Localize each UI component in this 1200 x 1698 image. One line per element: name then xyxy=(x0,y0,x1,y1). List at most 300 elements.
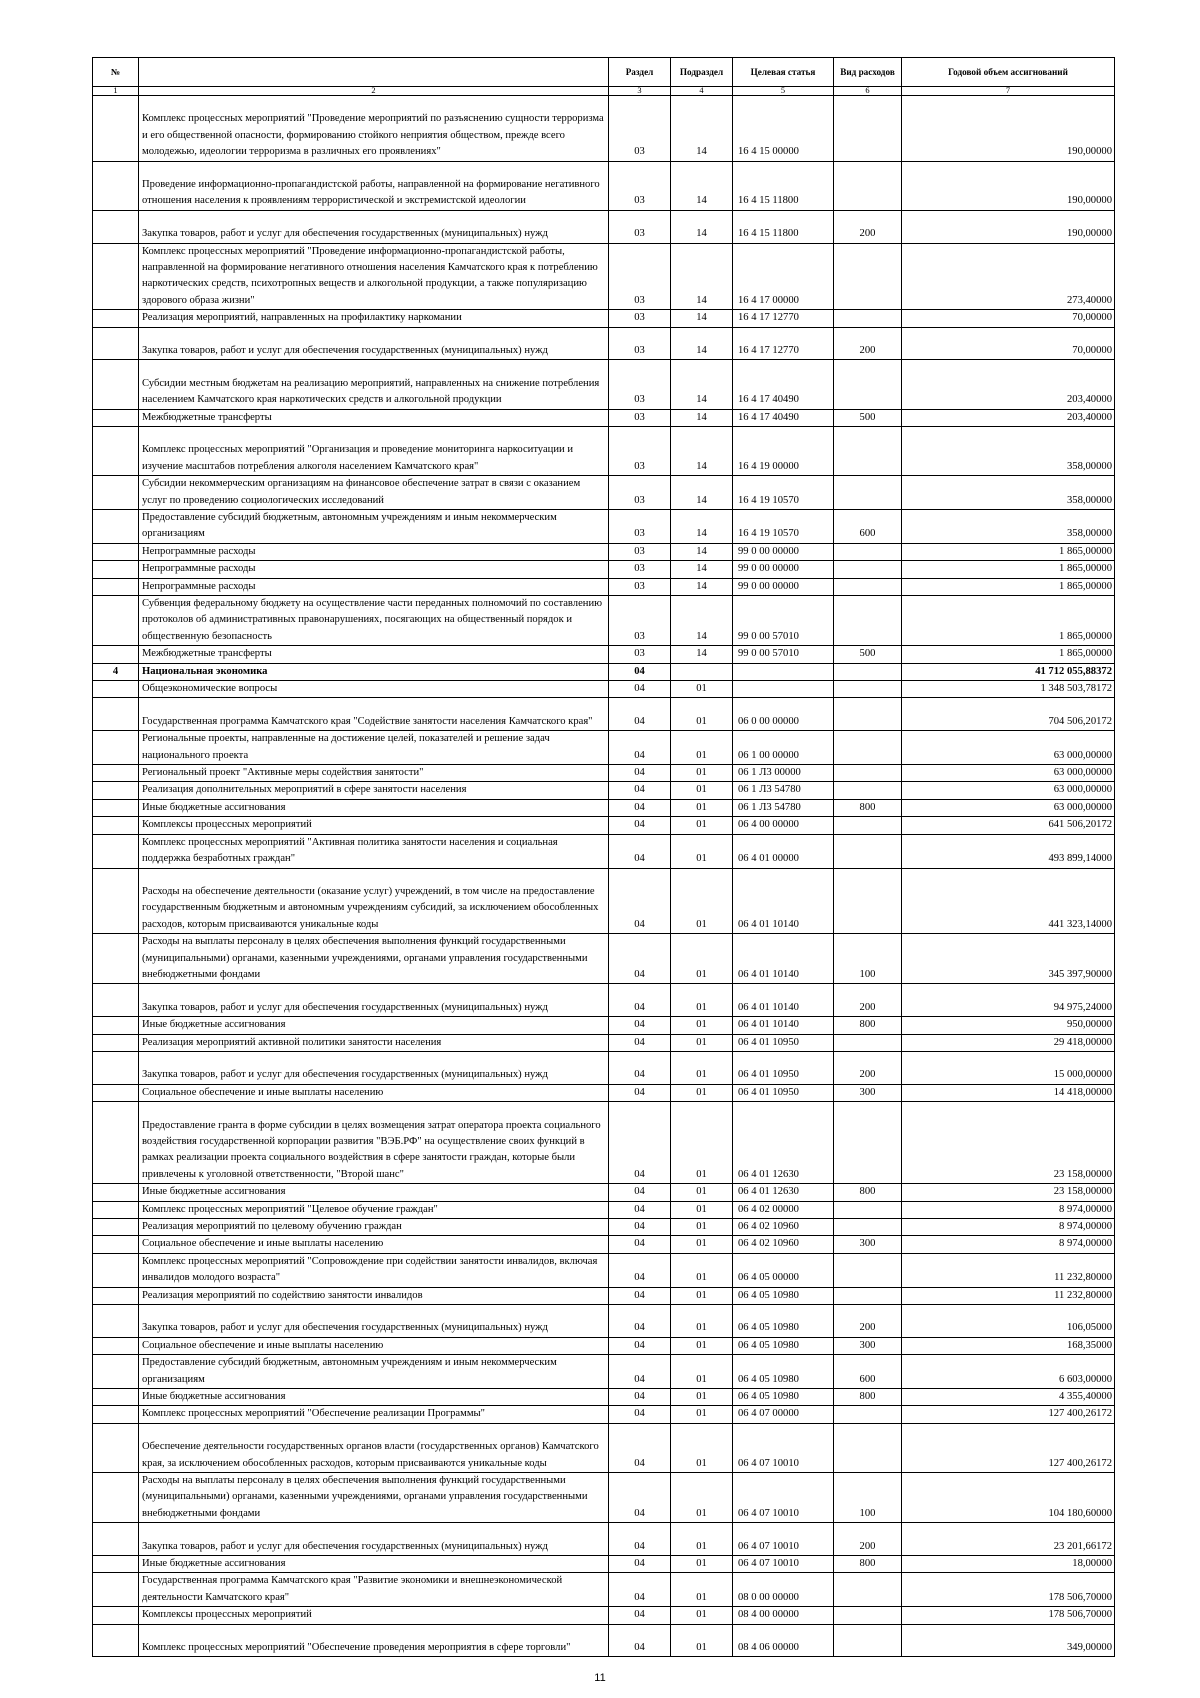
row-name-cell: Комплексы процессных мероприятий xyxy=(139,1607,609,1624)
row-subsection-cell: 14 xyxy=(671,310,733,327)
row-section-cell: 04 xyxy=(609,1184,671,1201)
header-target: Целевая статья xyxy=(733,58,834,87)
row-section-cell: 03 xyxy=(609,161,671,210)
row-number-cell xyxy=(93,1556,139,1573)
row-expense-type-cell xyxy=(834,782,902,799)
row-amount-cell: 63 000,00000 xyxy=(902,731,1115,765)
row-name-cell: Комплексы процессных мероприятий xyxy=(139,817,609,834)
row-target-cell: 06 4 07 00000 xyxy=(733,1406,834,1423)
row-expense-type-cell xyxy=(834,1573,902,1607)
table-row xyxy=(93,1389,1115,1406)
row-number-cell xyxy=(93,1607,139,1624)
row-section-cell: 04 xyxy=(609,1034,671,1051)
row-section-cell: 04 xyxy=(609,1051,671,1084)
row-section-cell: 04 xyxy=(609,868,671,934)
row-section-cell: 04 xyxy=(609,1523,671,1556)
table-row xyxy=(93,934,1115,984)
row-name-cell: Реализация мероприятий активной политики занятости населения xyxy=(139,1034,609,1051)
row-number-cell xyxy=(93,1287,139,1304)
row-expense-type-cell: 200 xyxy=(834,210,902,243)
row-expense-type-cell xyxy=(834,1201,902,1218)
row-amount-cell: 1 865,00000 xyxy=(902,561,1115,578)
row-target-cell: 16 4 19 10570 xyxy=(733,510,834,544)
row-name-cell: Проведение информационно-пропагандистской работы, направленной на формирование негативного отношения населения к проявлениям террористической и экстремистской идеологии xyxy=(139,161,609,210)
row-section-cell: 03 xyxy=(609,310,671,327)
table-row xyxy=(93,799,1115,816)
row-expense-type-cell: 200 xyxy=(834,327,902,360)
row-target-cell: 06 4 05 00000 xyxy=(733,1253,834,1287)
column-number: 2 xyxy=(139,87,609,96)
table-row xyxy=(93,1084,1115,1101)
row-name-cell: Реализация мероприятий по целевому обучению граждан xyxy=(139,1218,609,1235)
row-target-cell: 06 4 07 10010 xyxy=(733,1523,834,1556)
row-name-cell: Комплекс процессных мероприятий "Обеспечение реализации Программы" xyxy=(139,1406,609,1423)
row-number-cell xyxy=(93,243,139,310)
row-section-cell: 04 xyxy=(609,1236,671,1253)
row-name-cell: Комплекс процессных мероприятий "Целевое обучение граждан" xyxy=(139,1201,609,1218)
row-amount-cell: 63 000,00000 xyxy=(902,799,1115,816)
row-expense-type-cell xyxy=(834,310,902,327)
row-amount-cell: 127 400,26172 xyxy=(902,1423,1115,1472)
row-expense-type-cell: 200 xyxy=(834,1051,902,1084)
row-target-cell: 06 4 07 10010 xyxy=(733,1556,834,1573)
row-expense-type-cell xyxy=(834,476,902,510)
table-row xyxy=(93,1102,1115,1184)
row-section-cell: 04 xyxy=(609,1102,671,1184)
row-expense-type-cell xyxy=(834,96,902,162)
row-expense-type-cell xyxy=(834,360,902,409)
row-section-cell: 03 xyxy=(609,243,671,310)
row-amount-cell: 29 418,00000 xyxy=(902,1034,1115,1051)
column-number: 6 xyxy=(834,87,902,96)
row-expense-type-cell xyxy=(834,681,902,698)
row-target-cell: 06 4 01 10950 xyxy=(733,1084,834,1101)
row-expense-type-cell xyxy=(834,1607,902,1624)
row-section-cell: 04 xyxy=(609,1201,671,1218)
row-amount-cell: 23 158,00000 xyxy=(902,1184,1115,1201)
column-number-row xyxy=(93,87,1115,96)
row-amount-cell: 358,00000 xyxy=(902,427,1115,476)
column-number: 5 xyxy=(733,87,834,96)
row-number-cell xyxy=(93,799,139,816)
row-target-cell: 16 4 15 11800 xyxy=(733,161,834,210)
row-number-cell xyxy=(93,1017,139,1034)
row-section-cell: 03 xyxy=(609,360,671,409)
row-expense-type-cell xyxy=(834,243,902,310)
budget-allocation-table xyxy=(92,57,1115,1657)
row-subsection-cell: 01 xyxy=(671,1523,733,1556)
row-target-cell: 16 4 15 00000 xyxy=(733,96,834,162)
table-row xyxy=(93,1017,1115,1034)
table-row xyxy=(93,476,1115,510)
row-amount-cell: 104 180,60000 xyxy=(902,1473,1115,1523)
row-section-cell: 04 xyxy=(609,1573,671,1607)
row-expense-type-cell xyxy=(834,578,902,595)
row-subsection-cell: 14 xyxy=(671,327,733,360)
table-row xyxy=(93,1423,1115,1472)
row-target-cell: 06 4 02 10960 xyxy=(733,1236,834,1253)
row-number-cell xyxy=(93,1304,139,1337)
row-amount-cell: 15 000,00000 xyxy=(902,1051,1115,1084)
row-name-cell: Закупка товаров, работ и услуг для обеспечения государственных (муниципальных) нужд xyxy=(139,1051,609,1084)
table-row xyxy=(93,765,1115,782)
row-subsection-cell: 01 xyxy=(671,1253,733,1287)
row-subsection-cell: 01 xyxy=(671,1607,733,1624)
table-row xyxy=(93,681,1115,698)
row-amount-cell: 1 865,00000 xyxy=(902,646,1115,663)
row-number-cell xyxy=(93,765,139,782)
row-number-cell xyxy=(93,310,139,327)
row-name-cell: Субсидии некоммерческим организациям на финансовое обеспечение затрат в связи с оказанием услуг по проведению социологических исследований xyxy=(139,476,609,510)
table-row xyxy=(93,1337,1115,1354)
row-number-cell xyxy=(93,646,139,663)
row-expense-type-cell xyxy=(834,1218,902,1235)
row-number-cell xyxy=(93,1389,139,1406)
row-target-cell: 06 4 01 10950 xyxy=(733,1034,834,1051)
row-expense-type-cell: 200 xyxy=(834,1304,902,1337)
row-amount-cell: 1 865,00000 xyxy=(902,596,1115,646)
row-expense-type-cell xyxy=(834,817,902,834)
row-section-cell: 04 xyxy=(609,1287,671,1304)
row-subsection-cell: 01 xyxy=(671,934,733,984)
row-expense-type-cell: 300 xyxy=(834,1084,902,1101)
table-row xyxy=(93,327,1115,360)
row-subsection-cell: 14 xyxy=(671,409,733,426)
row-expense-type-cell xyxy=(834,596,902,646)
table-row xyxy=(93,1556,1115,1573)
table-row xyxy=(93,731,1115,765)
row-name-cell: Государственная программа Камчатского края "Развитие экономики и внешнеэкономической деятельности Камчатского края" xyxy=(139,1573,609,1607)
row-name-cell: Предоставление субсидий бюджетным, автономным учреждениям и иным некоммерческим организациям xyxy=(139,510,609,544)
row-name-cell: Иные бюджетные ассигнования xyxy=(139,1389,609,1406)
table-row xyxy=(93,561,1115,578)
row-expense-type-cell xyxy=(834,1253,902,1287)
row-subsection-cell: 01 xyxy=(671,1218,733,1235)
table-row xyxy=(93,543,1115,560)
row-target-cell: 16 4 15 11800 xyxy=(733,210,834,243)
row-section-cell: 04 xyxy=(609,799,671,816)
row-section-cell: 04 xyxy=(609,1304,671,1337)
row-subsection-cell: 14 xyxy=(671,243,733,310)
row-target-cell: 06 1 Л3 00000 xyxy=(733,765,834,782)
table-row xyxy=(93,663,1115,680)
row-section-cell: 04 xyxy=(609,1556,671,1573)
row-number-cell xyxy=(93,1573,139,1607)
header-amount: Годовой объем ассигнований xyxy=(902,58,1115,87)
row-name-cell: Региональный проект "Активные меры содействия занятости" xyxy=(139,765,609,782)
table-row xyxy=(93,1051,1115,1084)
row-target-cell xyxy=(733,681,834,698)
row-target-cell: 06 4 05 10980 xyxy=(733,1389,834,1406)
row-amount-cell: 358,00000 xyxy=(902,510,1115,544)
row-target-cell: 16 4 17 40490 xyxy=(733,409,834,426)
row-target-cell: 99 0 00 00000 xyxy=(733,561,834,578)
row-amount-cell: 70,00000 xyxy=(902,327,1115,360)
table-row xyxy=(93,1236,1115,1253)
row-expense-type-cell: 300 xyxy=(834,1337,902,1354)
row-number-cell xyxy=(93,561,139,578)
row-section-cell: 04 xyxy=(609,934,671,984)
row-amount-cell: 1 865,00000 xyxy=(902,578,1115,595)
row-name-cell: Расходы на выплаты персоналу в целях обеспечения выполнения функций государственными (муниципальными) органами, казенными учреждениями, органами управления государственными внебюджетными фондами xyxy=(139,1473,609,1523)
row-section-cell: 04 xyxy=(609,1017,671,1034)
row-number-cell xyxy=(93,510,139,544)
row-amount-cell: 441 323,14000 xyxy=(902,868,1115,934)
row-expense-type-cell xyxy=(834,1034,902,1051)
row-expense-type-cell xyxy=(834,543,902,560)
row-name-cell: Комплекс процессных мероприятий "Проведение информационно-пропагандистской работы, направленной на формирование негативного отношения населения Камчатского края к потреблению наркотических средств, психотропных веществ и алкогольной продукции, а также популяризацию здорового образа жизни" xyxy=(139,243,609,310)
row-expense-type-cell xyxy=(834,561,902,578)
row-expense-type-cell: 500 xyxy=(834,646,902,663)
row-subsection-cell: 14 xyxy=(671,210,733,243)
row-subsection-cell: 14 xyxy=(671,578,733,595)
row-subsection-cell: 01 xyxy=(671,1337,733,1354)
row-amount-cell: 345 397,90000 xyxy=(902,934,1115,984)
row-number-cell xyxy=(93,1051,139,1084)
row-section-cell: 04 xyxy=(609,1253,671,1287)
table-row xyxy=(93,161,1115,210)
row-expense-type-cell xyxy=(834,765,902,782)
row-number-cell xyxy=(93,1473,139,1523)
row-target-cell: 06 4 00 00000 xyxy=(733,817,834,834)
row-subsection-cell: 14 xyxy=(671,476,733,510)
row-section-cell: 04 xyxy=(609,698,671,731)
row-name-cell: Обеспечение деятельности государственных органов власти (государственных органов) Камчатского края, за исключением обособленных расходов, которым присваиваются уникальные коды xyxy=(139,1423,609,1472)
row-section-cell: 04 xyxy=(609,663,671,680)
table-row xyxy=(93,782,1115,799)
row-number-cell xyxy=(93,984,139,1017)
row-name-cell: Комплекс процессных мероприятий "Активная политика занятости населения и социальная поддержка безработных граждан" xyxy=(139,834,609,868)
row-subsection-cell: 01 xyxy=(671,1304,733,1337)
table-row xyxy=(93,834,1115,868)
column-number: 1 xyxy=(93,87,139,96)
row-target-cell: 06 4 05 10980 xyxy=(733,1337,834,1354)
row-subsection-cell: 01 xyxy=(671,834,733,868)
row-amount-cell: 4 355,40000 xyxy=(902,1389,1115,1406)
row-expense-type-cell: 800 xyxy=(834,1017,902,1034)
page-number: 11 xyxy=(594,1672,606,1684)
row-expense-type-cell: 600 xyxy=(834,510,902,544)
row-number-cell xyxy=(93,96,139,162)
row-amount-cell: 190,00000 xyxy=(902,96,1115,162)
row-number-cell xyxy=(93,360,139,409)
row-target-cell: 06 4 01 10140 xyxy=(733,1017,834,1034)
row-number-cell xyxy=(93,1355,139,1389)
row-amount-cell: 190,00000 xyxy=(902,210,1115,243)
row-subsection-cell: 01 xyxy=(671,1287,733,1304)
row-expense-type-cell xyxy=(834,427,902,476)
row-name-cell: Закупка товаров, работ и услуг для обеспечения государственных (муниципальных) нужд xyxy=(139,1304,609,1337)
table-row xyxy=(93,1624,1115,1657)
row-amount-cell: 950,00000 xyxy=(902,1017,1115,1034)
row-number-cell xyxy=(93,782,139,799)
row-subsection-cell: 01 xyxy=(671,1034,733,1051)
row-expense-type-cell xyxy=(834,1287,902,1304)
row-target-cell: 99 0 00 00000 xyxy=(733,578,834,595)
row-number-cell xyxy=(93,731,139,765)
table-header-row xyxy=(93,58,1115,87)
row-amount-cell: 1 348 503,78172 xyxy=(902,681,1115,698)
row-amount-cell: 190,00000 xyxy=(902,161,1115,210)
row-name-cell: Иные бюджетные ассигнования xyxy=(139,1184,609,1201)
row-amount-cell: 23 201,66172 xyxy=(902,1523,1115,1556)
row-number-cell xyxy=(93,934,139,984)
row-subsection-cell: 01 xyxy=(671,731,733,765)
row-target-cell: 06 4 01 10140 xyxy=(733,934,834,984)
row-subsection-cell: 01 xyxy=(671,1051,733,1084)
row-subsection-cell: 01 xyxy=(671,1201,733,1218)
header-subsection: Подраздел xyxy=(671,58,733,87)
row-amount-cell: 127 400,26172 xyxy=(902,1406,1115,1423)
row-number-cell xyxy=(93,161,139,210)
table-row xyxy=(93,96,1115,162)
row-expense-type-cell xyxy=(834,1624,902,1657)
row-section-cell: 04 xyxy=(609,681,671,698)
row-section-cell: 04 xyxy=(609,1389,671,1406)
table-row xyxy=(93,1607,1115,1624)
row-target-cell: 08 0 00 00000 xyxy=(733,1573,834,1607)
table-body xyxy=(93,96,1115,1657)
row-name-cell: Региональные проекты, направленные на достижение целей, показателей и решение задач национального проекта xyxy=(139,731,609,765)
row-name-cell: Межбюджетные трансферты xyxy=(139,646,609,663)
row-section-cell: 03 xyxy=(609,327,671,360)
row-number-cell xyxy=(93,1624,139,1657)
row-amount-cell: 203,40000 xyxy=(902,409,1115,426)
row-subsection-cell: 14 xyxy=(671,543,733,560)
row-number-cell xyxy=(93,1523,139,1556)
row-target-cell: 06 4 07 10010 xyxy=(733,1423,834,1472)
table-row xyxy=(93,243,1115,310)
row-number-cell xyxy=(93,543,139,560)
row-name-cell: Предоставление субсидий бюджетным, автономным учреждениям и иным некоммерческим организациям xyxy=(139,1355,609,1389)
row-amount-cell: 41 712 055,88372 xyxy=(902,663,1115,680)
row-section-cell: 03 xyxy=(609,476,671,510)
row-target-cell: 06 4 05 10980 xyxy=(733,1355,834,1389)
row-amount-cell: 178 506,70000 xyxy=(902,1607,1115,1624)
table-row xyxy=(93,1473,1115,1523)
row-amount-cell: 273,40000 xyxy=(902,243,1115,310)
row-target-cell: 06 4 01 12630 xyxy=(733,1102,834,1184)
row-target-cell: 08 4 06 00000 xyxy=(733,1624,834,1657)
row-amount-cell: 94 975,24000 xyxy=(902,984,1115,1017)
row-name-cell: Иные бюджетные ассигнования xyxy=(139,1556,609,1573)
row-name-cell: Субсидии местным бюджетам на реализацию мероприятий, направленных на снижение потребления населением Камчатского края наркотических средств и алкогольной продукции xyxy=(139,360,609,409)
row-subsection-cell: 01 xyxy=(671,782,733,799)
row-amount-cell: 18,00000 xyxy=(902,1556,1115,1573)
row-number-cell: 4 xyxy=(93,663,139,680)
table-row xyxy=(93,596,1115,646)
row-section-cell: 04 xyxy=(609,984,671,1017)
row-section-cell: 04 xyxy=(609,782,671,799)
row-number-cell xyxy=(93,681,139,698)
table-row xyxy=(93,310,1115,327)
row-target-cell: 06 4 01 00000 xyxy=(733,834,834,868)
row-amount-cell: 641 506,20172 xyxy=(902,817,1115,834)
row-number-cell xyxy=(93,1184,139,1201)
row-name-cell: Непрограммные расходы xyxy=(139,561,609,578)
row-expense-type-cell: 200 xyxy=(834,1523,902,1556)
row-target-cell: 99 0 00 57010 xyxy=(733,646,834,663)
row-section-cell: 03 xyxy=(609,561,671,578)
row-name-cell: Социальное обеспечение и иные выплаты населению xyxy=(139,1084,609,1101)
row-name-cell: Реализация мероприятий по содействию занятости инвалидов xyxy=(139,1287,609,1304)
table-row xyxy=(93,427,1115,476)
row-target-cell: 06 4 05 10980 xyxy=(733,1304,834,1337)
row-subsection-cell: 01 xyxy=(671,1355,733,1389)
row-section-cell: 04 xyxy=(609,1406,671,1423)
row-number-cell xyxy=(93,868,139,934)
row-number-cell xyxy=(93,427,139,476)
row-subsection-cell: 01 xyxy=(671,1236,733,1253)
row-expense-type-cell: 800 xyxy=(834,1184,902,1201)
row-name-cell: Иные бюджетные ассигнования xyxy=(139,1017,609,1034)
row-name-cell: Реализация дополнительных мероприятий в сфере занятости населения xyxy=(139,782,609,799)
table-row xyxy=(93,210,1115,243)
row-name-cell: Социальное обеспечение и иные выплаты населению xyxy=(139,1337,609,1354)
row-subsection-cell: 01 xyxy=(671,1017,733,1034)
row-target-cell: 06 4 02 10960 xyxy=(733,1218,834,1235)
header-num: № xyxy=(93,58,139,87)
row-subsection-cell: 01 xyxy=(671,1423,733,1472)
row-amount-cell: 358,00000 xyxy=(902,476,1115,510)
row-expense-type-cell: 500 xyxy=(834,409,902,426)
row-section-cell: 03 xyxy=(609,409,671,426)
row-section-cell: 04 xyxy=(609,1084,671,1101)
row-name-cell: Предоставление гранта в форме субсидии в целях возмещения затрат оператора проекта социального воздействия государственной корпорации развития "ВЭБ.РФ" на осуществление своих функций в рамках реализации проекта социального воздействия в сфере занятости граждан, которые были привлечены к уголовной ответственности, "Второй шанс" xyxy=(139,1102,609,1184)
row-number-cell xyxy=(93,1337,139,1354)
row-section-cell: 03 xyxy=(609,578,671,595)
row-amount-cell: 8 974,00000 xyxy=(902,1201,1115,1218)
row-subsection-cell: 01 xyxy=(671,1102,733,1184)
row-number-cell xyxy=(93,1218,139,1235)
row-expense-type-cell xyxy=(834,868,902,934)
row-name-cell: Расходы на выплаты персоналу в целях обеспечения выполнения функций государственными (муниципальными) органами, казенными учреждениями, органами управления государственными внебюджетными фондами xyxy=(139,934,609,984)
column-number: 7 xyxy=(902,87,1115,96)
row-subsection-cell xyxy=(671,663,733,680)
row-expense-type-cell: 800 xyxy=(834,799,902,816)
row-name-cell: Непрограммные расходы xyxy=(139,578,609,595)
row-name-cell: Реализация мероприятий, направленных на профилактику наркомании xyxy=(139,310,609,327)
row-subsection-cell: 01 xyxy=(671,799,733,816)
row-subsection-cell: 01 xyxy=(671,868,733,934)
row-amount-cell: 203,40000 xyxy=(902,360,1115,409)
row-amount-cell: 8 974,00000 xyxy=(902,1218,1115,1235)
row-section-cell: 04 xyxy=(609,1624,671,1657)
row-expense-type-cell: 800 xyxy=(834,1556,902,1573)
row-expense-type-cell xyxy=(834,1406,902,1423)
row-target-cell: 06 4 01 10140 xyxy=(733,984,834,1017)
row-number-cell xyxy=(93,1406,139,1423)
row-name-cell: Иные бюджетные ассигнования xyxy=(139,799,609,816)
table-row xyxy=(93,510,1115,544)
row-subsection-cell: 01 xyxy=(671,1406,733,1423)
table-row xyxy=(93,868,1115,934)
row-expense-type-cell xyxy=(834,161,902,210)
row-expense-type-cell xyxy=(834,663,902,680)
table-row xyxy=(93,409,1115,426)
table-row xyxy=(93,1304,1115,1337)
row-subsection-cell: 14 xyxy=(671,427,733,476)
row-subsection-cell: 01 xyxy=(671,1556,733,1573)
row-target-cell: 16 4 19 00000 xyxy=(733,427,834,476)
row-amount-cell: 14 418,00000 xyxy=(902,1084,1115,1101)
row-amount-cell: 63 000,00000 xyxy=(902,765,1115,782)
row-amount-cell: 704 506,20172 xyxy=(902,698,1115,731)
table-row xyxy=(93,1034,1115,1051)
row-name-cell: Государственная программа Камчатского края "Содействие занятости населения Камчатского края" xyxy=(139,698,609,731)
row-number-cell xyxy=(93,1236,139,1253)
row-section-cell: 04 xyxy=(609,1355,671,1389)
